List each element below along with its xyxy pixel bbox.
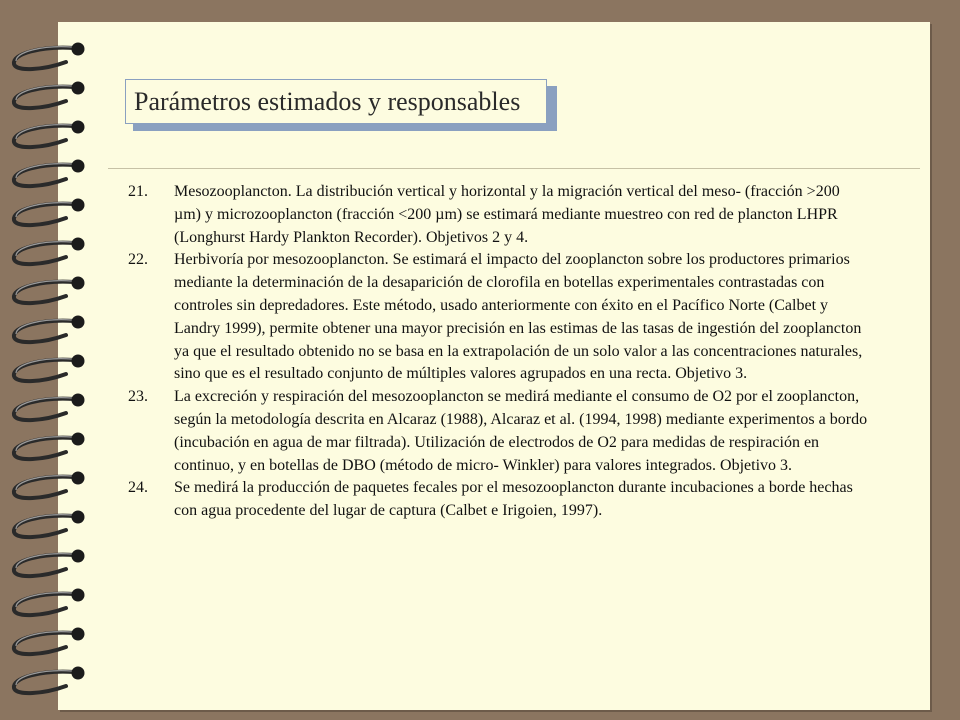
- binding-ring: [14, 199, 85, 226]
- slide-title: Parámetros estimados y responsables: [134, 86, 521, 116]
- divider-line: [108, 168, 920, 169]
- binding-ring: [14, 43, 85, 70]
- slide-title-box: [125, 79, 547, 124]
- spiral-binding: [0, 0, 120, 720]
- list-item: [128, 477, 868, 523]
- list-item: [128, 386, 868, 477]
- item-text: Se medirá la producción de paquetes fecales por el mesozooplancton durante incubaciones a borde hechas con agua procedente del lugar de captura (Calbet e Irigoien, 1997).: [174, 479, 853, 520]
- list-item: [128, 181, 868, 249]
- item-text: La excreción y respiración del mesozooplancton se medirá mediante el consumo de O2 por el zooplancton, según la metodología descrita en Alcaraz (1988), Alcaraz et al. (1994, 1998) mediante experimentos a bordo (incubación en agua de mar filtrada). Utilización de electrodos de O2 para medidas de respiración en continuo, y en botellas de DBO (método de micro- Winkler) para valores integrados. Objetivo 3.: [174, 388, 868, 474]
- item-number: 23.: [128, 388, 148, 406]
- binding-ring: [14, 238, 85, 265]
- binding-ring: [14, 316, 85, 343]
- item-text: Herbivoría por mesozooplancton. Se estimará el impacto del zooplancton sobre los productores primarios mediante la determinación de la desaparición de clorofila en botellas experimentales contrastadas con controles sin depredadores. Este método, usado anteriormente con éxito en el Pacífico Norte (Calbet y Landry 1999), permite obtener una mayor precisión en las estimas de las tasas de ingestión del zooplancton ya que el resultado obtenido no se basa en la extrapolación de un solo valor a las concentraciones naturales, sino que es el resultado conjunto de múltiples valores agrupados en una recta. Objetivo 3.: [174, 251, 863, 383]
- binding-ring: [14, 511, 85, 538]
- item-number: 24.: [128, 479, 148, 497]
- binding-ring: [14, 394, 85, 421]
- item-number: 21.: [128, 183, 148, 200]
- binding-ring: [14, 355, 85, 382]
- item-list: [128, 181, 868, 523]
- binding-ring: [14, 160, 85, 187]
- binding-ring: [14, 472, 85, 499]
- list-item: [128, 249, 868, 386]
- binding-ring: [14, 121, 85, 148]
- binding-ring: [14, 277, 85, 304]
- binding-ring: [14, 589, 85, 616]
- binding-ring: [14, 628, 85, 655]
- binding-ring: [14, 82, 85, 109]
- item-text: Mesozooplancton. La distribución vertical y horizontal y la migración vertical del meso- (fracción >200 µm) y microzooplancton (fracción <200 µm) se estimará mediante muestreo con red de plancton LHPR (Longhurst Hardy Plankton Recorder). Objetivos 2 y 4.: [174, 183, 840, 246]
- binding-ring: [14, 667, 85, 694]
- binding-ring: [14, 550, 85, 577]
- item-number: 22.: [128, 251, 148, 269]
- binding-ring: [14, 433, 85, 460]
